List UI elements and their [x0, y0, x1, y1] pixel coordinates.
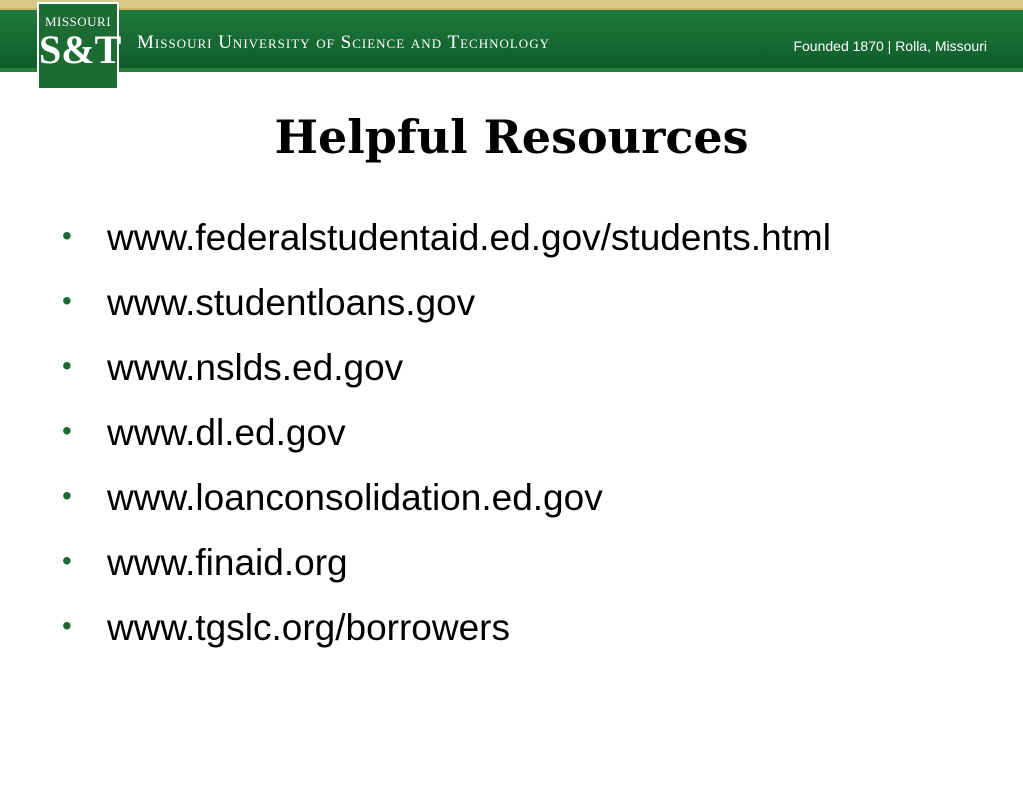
list-item: [62, 335, 831, 400]
header-gold-strip: [0, 0, 1023, 8]
resource-url: www.studentloans.gov: [107, 282, 476, 323]
founded-location: Founded 1870 | Rolla, Missouri: [793, 38, 987, 54]
resource-url: www.tgslc.org/borrowers: [107, 607, 511, 648]
university-name: Missouri University of Science and Technology: [137, 32, 550, 53]
resource-url: www.loanconsolidation.ed.gov: [107, 477, 603, 518]
resource-list: [62, 205, 831, 660]
resource-url: www.dl.ed.gov: [107, 412, 346, 453]
resource-url: www.finaid.org: [107, 542, 348, 583]
bullet-icon: •: [62, 480, 72, 511]
bullet-icon: •: [62, 415, 72, 446]
list-item: [62, 465, 831, 530]
bullet-icon: •: [62, 285, 72, 316]
list-item: [62, 205, 831, 270]
list-item: [62, 530, 831, 595]
header-underline: [0, 68, 1023, 72]
list-item: [62, 400, 831, 465]
slide-title: Helpful Resources: [274, 110, 749, 164]
bullet-icon: •: [62, 610, 72, 641]
bullet-icon: •: [62, 545, 72, 576]
logo-top-text: MISSOURI: [44, 14, 112, 29]
resource-url: www.federalstudentaid.ed.gov/students.html: [107, 217, 831, 258]
list-item: [62, 270, 831, 335]
bullet-icon: •: [62, 220, 72, 251]
resource-url: www.nslds.ed.gov: [107, 347, 404, 388]
bullet-icon: •: [62, 350, 72, 381]
list-item: [62, 595, 831, 660]
university-logo: [37, 2, 122, 90]
logo-main-text: S&T: [39, 27, 122, 72]
